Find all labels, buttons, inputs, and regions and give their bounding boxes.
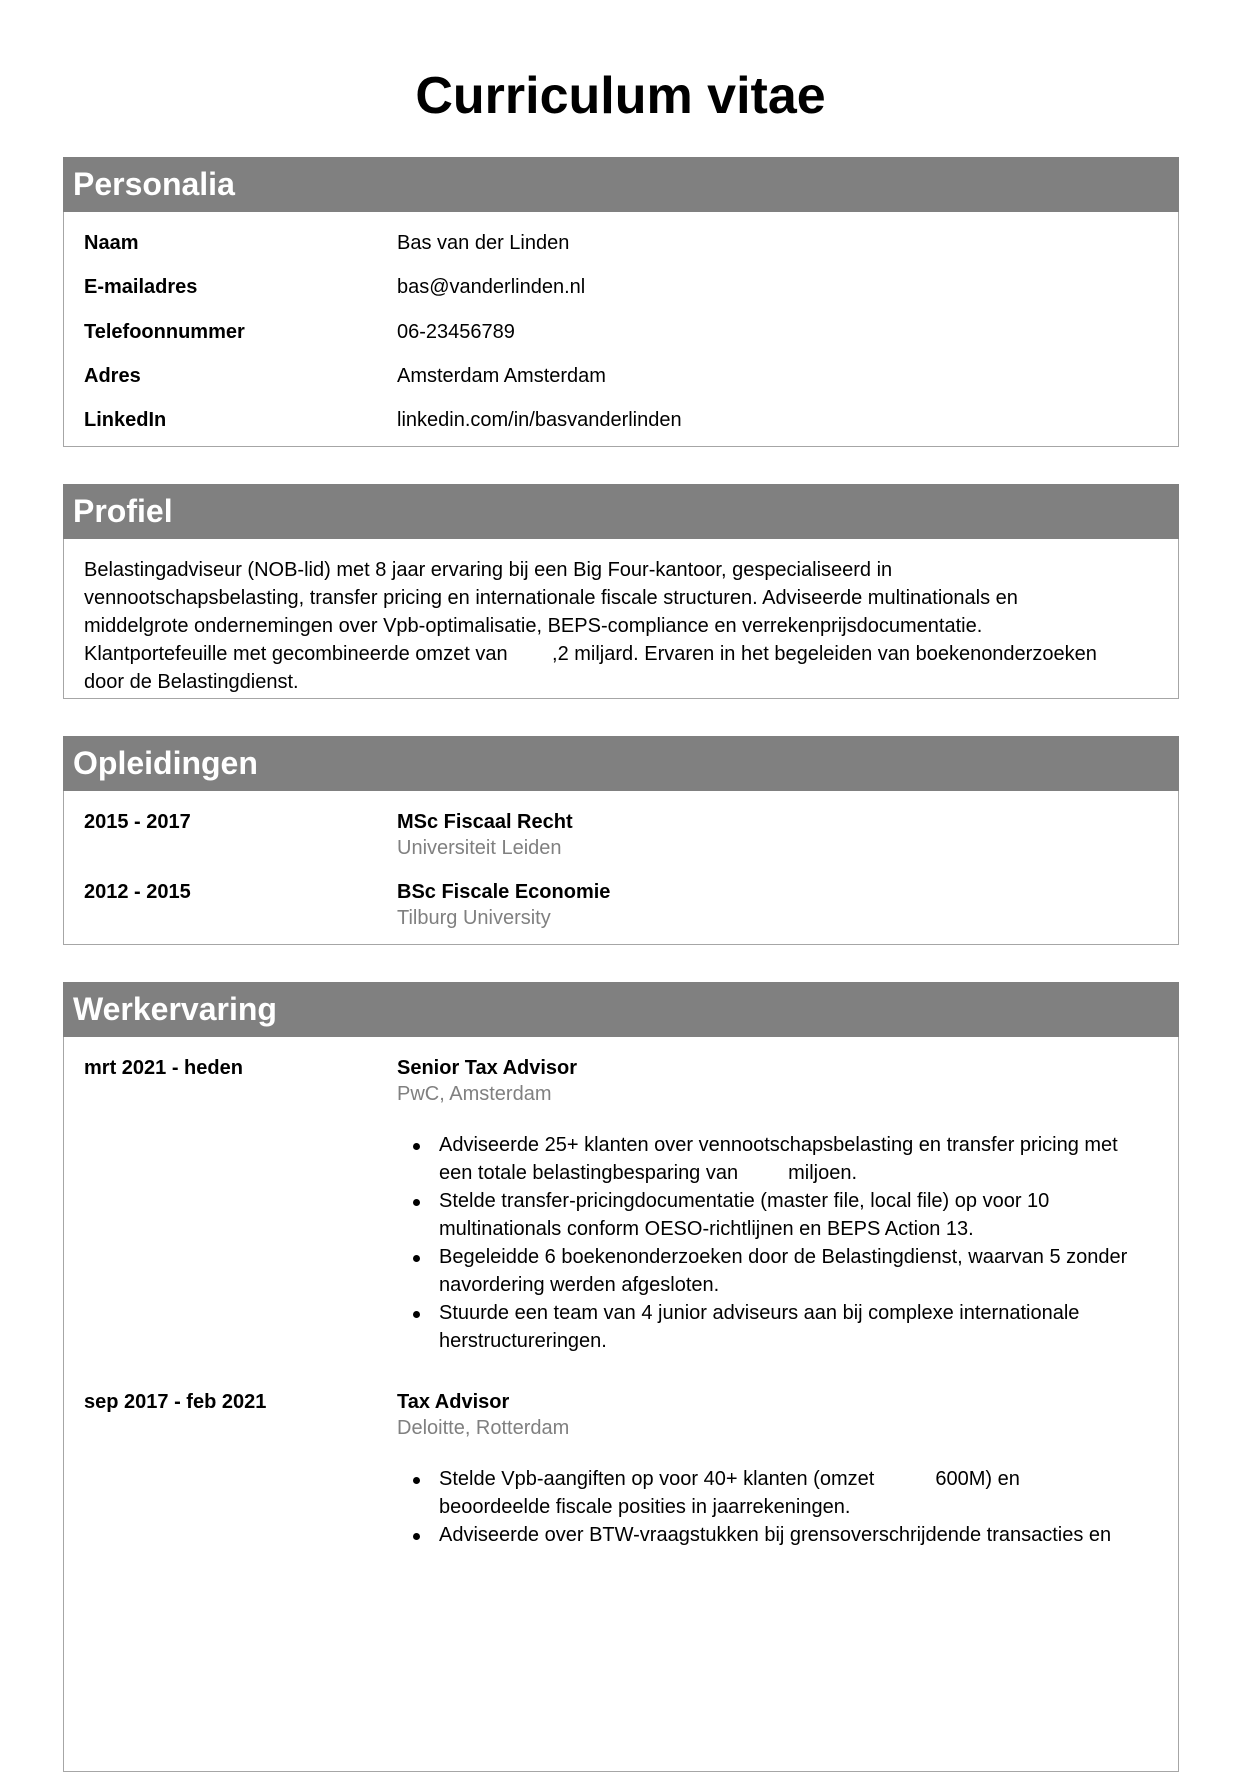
job-bullets <box>397 1131 1139 1355</box>
field-label: LinkedIn <box>84 409 167 431</box>
job-bullet <box>439 1131 1139 1187</box>
field-value: Bas van der Linden <box>397 232 570 254</box>
bullet-line: herstructureringen. <box>439 1330 607 1352</box>
education-period: 2015 - 2017 <box>84 811 191 833</box>
address-value: Amsterdam Amsterdam <box>397 365 606 387</box>
phone-value: 06-23456789 <box>397 321 515 343</box>
field-label: Naam <box>84 232 139 254</box>
job-bullet <box>439 1465 1139 1521</box>
job-role: Senior Tax Advisor <box>397 1057 578 1079</box>
opleidingen-heading: Opleidingen <box>63 736 1179 791</box>
werkervaring-heading: Werkervaring <box>63 982 1179 1037</box>
education-degree: MSc Fiscaal Recht <box>397 811 573 833</box>
education-school: Universiteit Leiden <box>397 837 562 859</box>
profile-text <box>84 556 1154 696</box>
field-label: Telefoonnummer <box>84 321 245 343</box>
education-school: Tilburg University <box>397 907 551 929</box>
linkedin-value: linkedin.com/in/basvanderlinden <box>397 409 682 431</box>
bullet-line: Begeleidde 6 boekenonderzoeken door de Belastingdienst, waarvan 5 zonder <box>439 1246 1128 1268</box>
profile-line: Belastingadviseur (NOB-lid) met 8 jaar ervaring bij een Big Four-kantoor, gespecialiseerd in <box>84 559 893 581</box>
profile-line: vennootschapsbelasting, transfer pricing en internationale fiscale structuren. Adviseerde multinationals en <box>84 587 1018 609</box>
job-role: Tax Advisor <box>397 1391 510 1413</box>
job-company: Deloitte, Rotterdam <box>397 1417 570 1439</box>
bullet-line: beoordeelde fiscale posities in jaarrekeningen. <box>439 1496 851 1518</box>
bullet-line: Stelde transfer-pricingdocumentatie (master file, local file) op voor 10 <box>439 1190 1050 1212</box>
job-company: PwC, Amsterdam <box>397 1083 552 1105</box>
profile-line: door de Belastingdienst. <box>84 671 299 693</box>
opleidingen-section <box>63 736 1179 945</box>
personalia-section <box>63 157 1179 447</box>
bullet-line: navordering werden afgesloten. <box>439 1274 720 1296</box>
profile-line: middelgrote ondernemingen over Vpb-optimalisatie, BEPS-compliance en verrekenprijsdocumentatie. <box>84 615 983 637</box>
page-title: Curriculum vitae <box>415 67 826 125</box>
education-degree: BSc Fiscale Economie <box>397 881 611 903</box>
email-value: bas@vanderlinden.nl <box>397 276 586 298</box>
job-period: mrt 2021 - heden <box>84 1057 243 1079</box>
profiel-section <box>63 484 1179 699</box>
job-bullets <box>397 1465 1139 1549</box>
bullet-line: Adviseerde 25+ klanten over vennootschapsbelasting en transfer pricing met <box>439 1134 1118 1156</box>
job-bullet <box>439 1187 1139 1243</box>
job-bullet <box>439 1243 1139 1299</box>
bullet-line: een totale belastingbesparing van miljoen. <box>439 1162 858 1184</box>
bullet-line: Stuurde een team van 4 junior adviseurs aan bij complexe internationale <box>439 1302 1080 1324</box>
profile-line: Klantportefeuille met gecombineerde omzet van ,2 miljard. Ervaren in het begeleiden van boekenonderzoeken <box>84 643 1097 665</box>
job-bullet <box>439 1299 1139 1355</box>
field-label: E-mailadres <box>84 276 198 298</box>
bullet-line: multinationals conform OESO-richtlijnen en BEPS Action 13. <box>439 1218 974 1240</box>
bullet-line: Stelde Vpb-aangiften op voor 40+ klanten (omzet 600M) en <box>439 1468 1020 1490</box>
education-period: 2012 - 2015 <box>84 881 191 903</box>
field-label: Adres <box>84 365 141 387</box>
job-period: sep 2017 - feb 2021 <box>84 1391 267 1413</box>
job-bullet <box>439 1521 1139 1549</box>
profiel-heading: Profiel <box>63 484 1179 539</box>
personalia-heading: Personalia <box>63 157 1179 212</box>
bullet-line: Adviseerde over BTW-vraagstukken bij grensoverschrijdende transacties en <box>439 1524 1112 1546</box>
werkervaring-section <box>63 982 1179 1772</box>
